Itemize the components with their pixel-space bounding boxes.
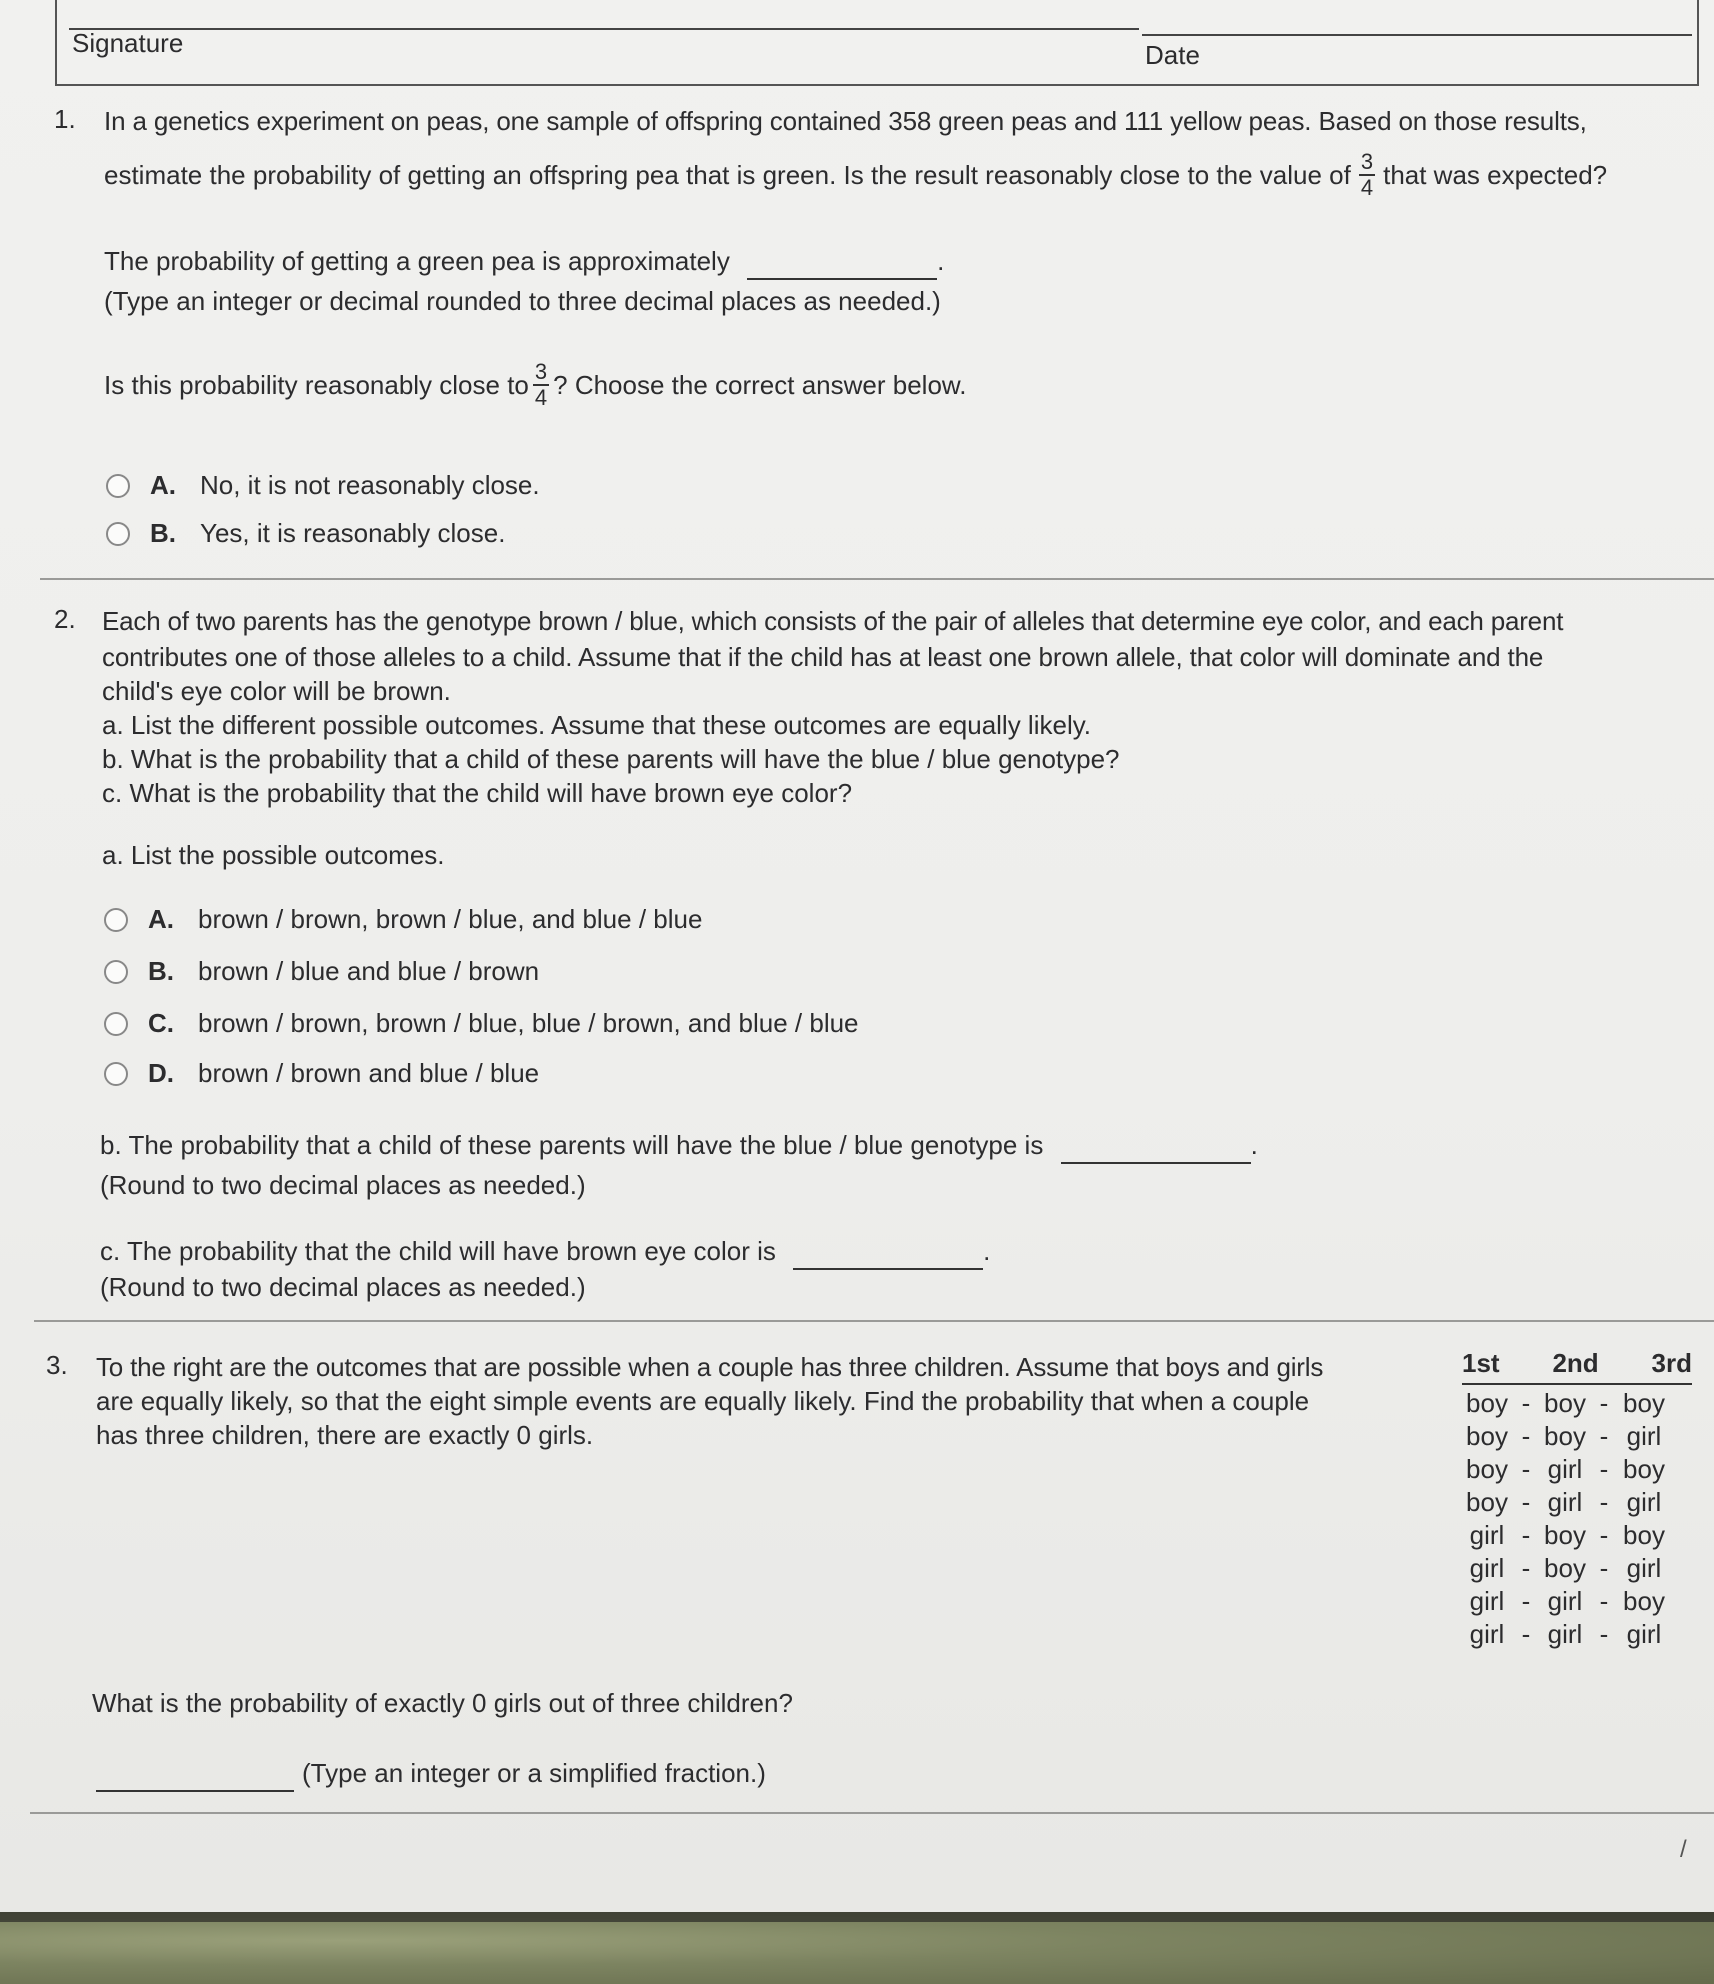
q3-number: 3.: [46, 1350, 68, 1380]
q2-part-b-prompt: b. The probability that a child of these parents will have the blue / blue genotype is: [100, 1130, 1044, 1160]
outcome-dash: -: [1521, 1421, 1531, 1451]
q2-option-c[interactable]: [104, 1008, 859, 1039]
outcome-dash: -: [1521, 1520, 1531, 1550]
outcomes-table-header: [1462, 1348, 1692, 1385]
q2-option-b[interactable]: [104, 956, 539, 987]
header-1st: 1st: [1462, 1348, 1500, 1378]
q1-close-frac-num: 3: [534, 359, 548, 384]
q1-close-post: ? Choose the correct answer below.: [553, 370, 967, 400]
outcome-row: [1462, 1387, 1692, 1420]
option-text: brown / brown and blue / blue: [198, 1058, 540, 1088]
q1-answer-blank[interactable]: [747, 244, 937, 280]
outcome-dash: -: [1599, 1520, 1609, 1550]
radio-button[interactable]: [104, 1062, 128, 1086]
outcome-cell: girl: [1626, 1487, 1662, 1517]
q3-answer-hint: (Type an integer or a simplified fraction.): [302, 1758, 766, 1788]
q3-answer-blank[interactable]: [96, 1756, 294, 1792]
q2-option-d[interactable]: [104, 1058, 539, 1089]
header-3rd: 3rd: [1651, 1348, 1692, 1378]
q2-part-c-hint: (Round to two decimal places as needed.): [100, 1272, 586, 1302]
signature-box: [55, 0, 1699, 86]
q1-frac-num: 3: [1360, 149, 1374, 174]
outcomes-table: [1462, 1348, 1692, 1651]
option-text: No, it is not reasonably close.: [200, 470, 540, 500]
divider: [40, 578, 1714, 580]
signature-line[interactable]: [69, 28, 1139, 30]
background-fabric: [0, 1912, 1714, 1984]
q2-part-c-blank[interactable]: [793, 1234, 983, 1270]
outcome-cell: girl: [1469, 1553, 1505, 1583]
q2-part-c-line: c. The probability that the child will have brown eye color is .: [100, 1234, 990, 1270]
q2-text-line4: a. List the different possible outcomes. Assume that these outcomes are equally likely.: [102, 710, 1092, 740]
option-text: brown / brown, brown / blue, blue / brown, and blue / blue: [198, 1008, 859, 1038]
option-text: Yes, it is reasonably close.: [200, 518, 506, 548]
outcome-dash: -: [1599, 1388, 1609, 1418]
outcome-row: [1462, 1453, 1692, 1486]
outcome-dash: -: [1599, 1586, 1609, 1616]
date-line[interactable]: [1142, 34, 1692, 36]
paper-edge-shadow: [0, 1912, 1714, 1922]
outcome-row: [1462, 1519, 1692, 1552]
q2-part-b-hint: (Round to two decimal places as needed.): [100, 1170, 586, 1200]
q1-close-fraction: [533, 360, 549, 410]
radio-button[interactable]: [104, 1012, 128, 1036]
outcome-dash: -: [1599, 1619, 1609, 1649]
q2-number: 2.: [54, 604, 76, 634]
outcome-dash: -: [1599, 1487, 1609, 1517]
divider: [34, 1320, 1714, 1322]
outcome-cell: girl: [1626, 1553, 1662, 1583]
outcome-cell: boy: [1623, 1454, 1665, 1484]
outcome-cell: boy: [1544, 1553, 1586, 1583]
q1-close-pre: Is this probability reasonably close to: [104, 370, 529, 400]
q1-option-b[interactable]: [106, 518, 505, 549]
outcome-dash: -: [1599, 1421, 1609, 1451]
outcome-cell: boy: [1623, 1388, 1665, 1418]
outcome-row: [1462, 1618, 1692, 1651]
q3-text-line3: has three children, there are exactly 0 girls.: [96, 1420, 594, 1450]
radio-button[interactable]: [104, 960, 128, 984]
outcome-dash: -: [1521, 1586, 1531, 1616]
signature-label: Signature: [72, 28, 184, 58]
q1-number: 1.: [54, 104, 76, 134]
outcome-dash: -: [1599, 1553, 1609, 1583]
option-letter: B.: [148, 956, 174, 986]
outcome-dash: -: [1521, 1487, 1531, 1517]
radio-button[interactable]: [104, 908, 128, 932]
outcome-cell: girl: [1547, 1487, 1583, 1517]
outcome-dash: -: [1599, 1454, 1609, 1484]
q1-close-question: [104, 360, 966, 410]
outcome-row: [1462, 1486, 1692, 1519]
outcome-row: [1462, 1552, 1692, 1585]
outcome-cell: girl: [1469, 1520, 1505, 1550]
q1-text-line2: [104, 150, 1607, 200]
date-label: Date: [1145, 40, 1200, 70]
q2-text-line5: b. What is the probability that a child of these parents will have the blue / blue genotype?: [102, 744, 1120, 774]
q1-close-frac-den: 4: [534, 385, 548, 410]
outcome-cell: boy: [1466, 1454, 1508, 1484]
q1-answer-hint: (Type an integer or decimal rounded to three decimal places as needed.): [104, 286, 941, 316]
option-letter: A.: [150, 470, 176, 500]
q3-answer-line: [96, 1756, 766, 1792]
header-2nd: 2nd: [1552, 1348, 1599, 1378]
q2-part-b-blank[interactable]: [1061, 1128, 1251, 1164]
q3-text-line2: are equally likely, so that the eight simple events are equally likely. Find the probability that when a couple: [96, 1386, 1310, 1416]
outcome-cell: girl: [1626, 1619, 1662, 1649]
q1-text-line1: In a genetics experiment on peas, one sample of offspring contained 358 green peas and 111 yellow peas. Based on those results,: [104, 106, 1587, 136]
q2-text-line1: Each of two parents has the genotype brown / blue, which consists of the pair of alleles that determine eye color, and each parent: [102, 606, 1564, 636]
q2-part-a-prompt: a. List the possible outcomes.: [102, 840, 445, 870]
q1-option-a[interactable]: [106, 470, 540, 501]
outcome-cell: girl: [1469, 1619, 1505, 1649]
option-letter: B.: [150, 518, 176, 548]
option-letter: D.: [148, 1058, 174, 1088]
q1-frac-den: 4: [1360, 175, 1374, 200]
outcome-cell: boy: [1544, 1388, 1586, 1418]
option-text: brown / brown, brown / blue, and blue / blue: [198, 904, 703, 934]
q2-text-line2: contributes one of those alleles to a child. Assume that if the child has at least one brown allele, that color will dominate and the: [102, 642, 1544, 672]
outcome-cell: boy: [1544, 1421, 1586, 1451]
q3-question: What is the probability of exactly 0 girls out of three children?: [92, 1688, 793, 1718]
outcome-cell: boy: [1623, 1520, 1665, 1550]
radio-button[interactable]: [106, 474, 130, 498]
q1-answer-line: The probability of getting a green pea is approximately .: [104, 244, 944, 280]
q2-option-a[interactable]: [104, 904, 702, 935]
outcome-cell: girl: [1547, 1619, 1583, 1649]
outcome-cell: girl: [1469, 1586, 1505, 1616]
option-letter: C.: [148, 1008, 174, 1038]
divider: [30, 1812, 1714, 1814]
q1-answer-prompt: The probability of getting a green pea is approximately: [104, 246, 730, 276]
q1-line2-post: that was expected?: [1383, 160, 1608, 190]
outcome-dash: -: [1521, 1388, 1531, 1418]
outcome-row: [1462, 1585, 1692, 1618]
radio-button[interactable]: [106, 522, 130, 546]
outcome-cell: boy: [1466, 1487, 1508, 1517]
q2-part-b-line: b. The probability that a child of these parents will have the blue / blue genotype is .: [100, 1128, 1258, 1164]
outcome-row: [1462, 1420, 1692, 1453]
outcome-dash: -: [1521, 1454, 1531, 1484]
outcome-cell: girl: [1547, 1454, 1583, 1484]
page-mark: /: [1680, 1836, 1687, 1863]
q1-fraction: [1359, 150, 1375, 200]
outcome-cell: boy: [1623, 1586, 1665, 1616]
outcome-cell: boy: [1466, 1421, 1508, 1451]
option-text: brown / blue and blue / brown: [198, 956, 540, 986]
q1-line2-pre: estimate the probability of getting an offspring pea that is green. Is the result reasonably close to the value of: [104, 160, 1351, 190]
outcome-dash: -: [1521, 1619, 1531, 1649]
outcome-cell: boy: [1466, 1388, 1508, 1418]
q3-text-line1: To the right are the outcomes that are possible when a couple has three children. Assume that boys and girls: [96, 1352, 1324, 1382]
outcome-cell: girl: [1626, 1421, 1662, 1451]
outcome-cell: girl: [1547, 1586, 1583, 1616]
q2-part-c-prompt: c. The probability that the child will have brown eye color is: [100, 1236, 776, 1266]
q2-text-line6: c. What is the probability that the child will have brown eye color?: [102, 778, 853, 808]
q2-text-line3: child's eye color will be brown.: [102, 676, 451, 706]
option-letter: A.: [148, 904, 174, 934]
outcome-dash: -: [1521, 1553, 1531, 1583]
outcome-cell: boy: [1544, 1520, 1586, 1550]
